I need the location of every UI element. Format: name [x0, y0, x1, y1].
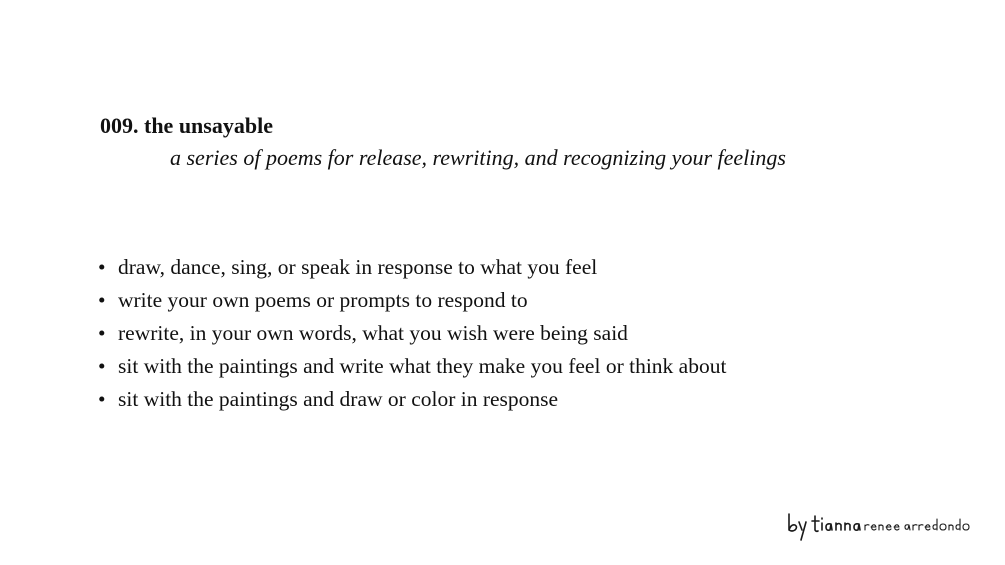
- list-item: [98, 383, 726, 416]
- bullet-icon: •: [98, 255, 106, 279]
- list-item: [98, 350, 726, 383]
- handwritten-signature: [785, 510, 975, 546]
- list-item-text: sit with the paintings and write what they make you feel or think about: [118, 354, 727, 378]
- list-item-text: rewrite, in your own words, what you wish were being said: [118, 321, 628, 345]
- list-item-text: sit with the paintings and draw or color in response: [118, 387, 559, 411]
- bullet-icon: •: [98, 321, 106, 345]
- document-title: 009. the unsayable: [100, 113, 273, 138]
- document-subtitle: a series of poems for release, rewriting, and recognizing your feelings: [170, 145, 786, 170]
- list-item: [98, 251, 726, 284]
- signature-drawing: [785, 510, 975, 546]
- list-item: [98, 317, 726, 350]
- list-item: [98, 284, 726, 317]
- bullet-icon: •: [98, 354, 106, 378]
- bullet-icon: •: [98, 387, 106, 411]
- bullet-icon: •: [98, 288, 106, 312]
- list-item-text: draw, dance, sing, or speak in response to what you feel: [118, 255, 598, 279]
- list-item-text: write your own poems or prompts to respond to: [118, 288, 528, 312]
- activity-list: [98, 251, 726, 416]
